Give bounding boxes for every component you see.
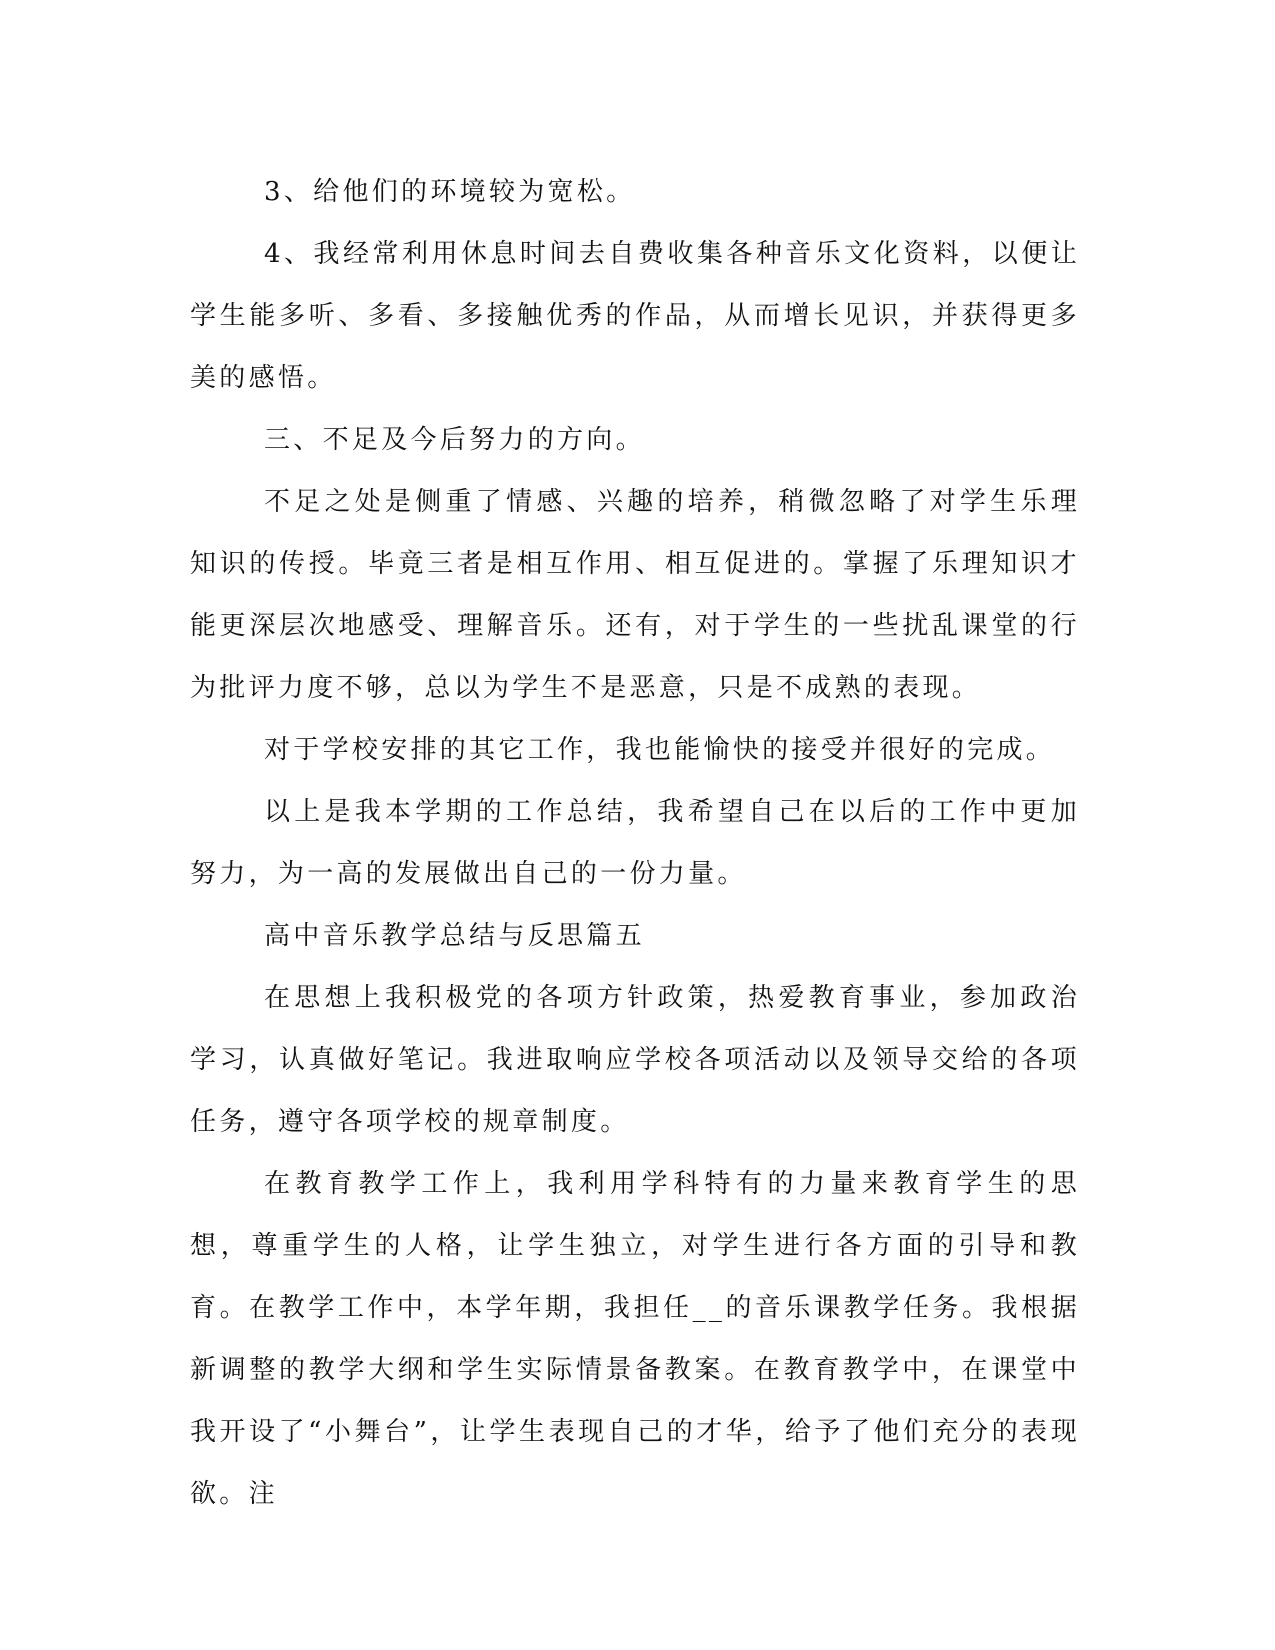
paragraph-point-4: 4、我经常利用休息时间去自费收集各种音乐文化资料，以便让学生能多听、多看、多接触优秀的作品，从而增长见识，并获得更多美的感悟。: [190, 239, 1080, 393]
paragraph-point-3: 3、给他们的环境较为宽松。: [264, 177, 636, 207]
paragraph-teaching-work: 在教育教学工作上，我利用学科特有的力量来教育学生的思想，尊重学生的人格，让学生独立，对学生进行各方面的引导和教育。在教学工作中，本学年期，我担任__的音乐课教学任务。我根据新调整的教学大纲和学生实际情景备教案。在教育教学中，在课堂中我开设了“小舞台”，让学生表现自己的才华，给予了他们充分的表现欲。注: [190, 1169, 1080, 1509]
section-heading-shortcomings: 三、不足及今后努力的方向。: [264, 425, 645, 455]
paragraph-other-work: 对于学校安排的其它工作，我也能愉快的接受并很好的完成。: [264, 735, 1056, 765]
paragraph-shortcomings: 不足之处是侧重了情感、兴趣的培养，稍微忽略了对学生乐理知识的传授。毕竟三者是相互作用、相互促进的。掌握了乐理知识才能更深层次地感受、理解音乐。还有，对于学生的一些扰乱课堂的行为批评力度不够，总以为学生不是恶意，只是不成熟的表现。: [190, 487, 1080, 703]
section-title-part-five: 高中音乐教学总结与反思篇五: [264, 921, 645, 951]
document-body: [190, 161, 1080, 1525]
paragraph-conclusion: 以上是我本学期的工作总结，我希望自己在以后的工作中更加努力，为一高的发展做出自己的一份力量。: [190, 797, 1080, 889]
paragraph-ideology: 在思想上我积极党的各项方针政策，热爱教育事业，参加政治学习，认真做好笔记。我进取响应学校各项活动以及领导交给的各项任务，遵守各项学校的规章制度。: [190, 983, 1080, 1137]
